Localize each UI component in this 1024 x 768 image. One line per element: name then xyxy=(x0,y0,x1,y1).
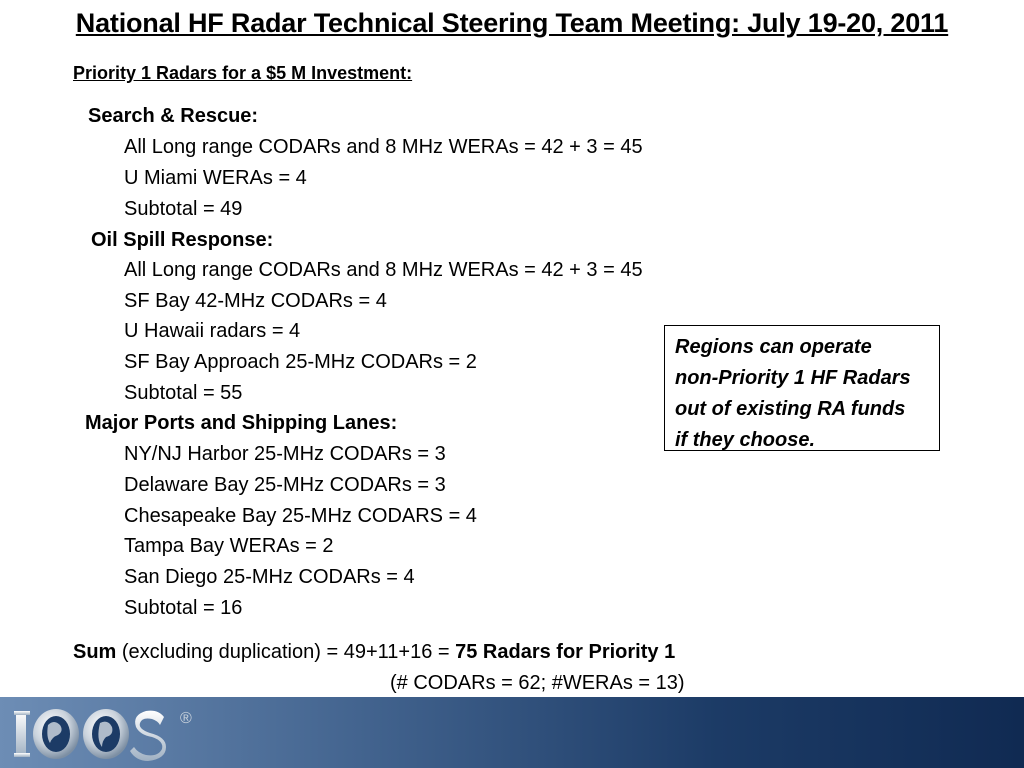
list-item: Chesapeake Bay 25-MHz CODARS = 4 xyxy=(124,505,477,527)
ioos-logo-graphic xyxy=(14,703,234,763)
sum-label: Sum xyxy=(73,641,117,663)
globe-icon xyxy=(83,709,129,759)
note-box xyxy=(664,325,940,451)
list-item: U Hawaii radars = 4 xyxy=(124,320,301,342)
subtotal-search-rescue: Subtotal = 49 xyxy=(124,198,243,220)
list-item: SF Bay Approach 25-MHz CODARs = 2 xyxy=(124,351,477,373)
note-line: Regions can operate xyxy=(675,336,872,358)
list-item: U Miami WERAs = 4 xyxy=(124,167,307,189)
subtotal-major-ports: Subtotal = 16 xyxy=(124,597,243,619)
note-line: out of existing RA funds xyxy=(675,398,906,420)
section-heading-search-rescue: Search & Rescue: xyxy=(88,105,259,127)
section-heading-major-ports: Major Ports and Shipping Lanes: xyxy=(85,412,398,434)
list-item: Tampa Bay WERAs = 2 xyxy=(124,535,334,557)
list-item: Delaware Bay 25-MHz CODARs = 3 xyxy=(124,474,446,496)
registered-mark: ® xyxy=(180,710,192,727)
note-line: non-Priority 1 HF Radars xyxy=(675,367,911,389)
sum-line xyxy=(73,641,675,664)
logo-letter-i-icon xyxy=(16,711,26,757)
sum-expression: (excluding duplication) = 49+11+16 = xyxy=(116,641,456,663)
sum-result: 75 Radars for Priority 1 xyxy=(455,641,676,663)
list-item: NY/NJ Harbor 25-MHz CODARs = 3 xyxy=(124,443,446,465)
radar-counts: (# CODARs = 62; #WERAs = 13) xyxy=(390,672,685,694)
list-item: San Diego 25-MHz CODARs = 4 xyxy=(124,566,415,588)
slide-title: National HF Radar Technical Steering Team Meeting: July 19-20, 2011 xyxy=(75,8,949,38)
note-line: if they choose. xyxy=(675,429,816,451)
globe-icon xyxy=(33,709,79,759)
footer-band xyxy=(0,697,1024,768)
list-item: SF Bay 42-MHz CODARs = 4 xyxy=(124,290,387,312)
ioos-logo xyxy=(14,703,234,763)
list-item: All Long range CODARs and 8 MHz WERAs = 42 + 3 = 45 xyxy=(124,136,643,158)
section-heading-oil-spill: Oil Spill Response: xyxy=(91,229,274,251)
list-item: All Long range CODARs and 8 MHz WERAs = 42 + 3 = 45 xyxy=(124,259,643,281)
subtotal-oil-spill: Subtotal = 55 xyxy=(124,382,243,404)
priority-subtitle: Priority 1 Radars for a $5 M Investment: xyxy=(73,63,413,83)
logo-letter-s-icon xyxy=(130,711,166,761)
